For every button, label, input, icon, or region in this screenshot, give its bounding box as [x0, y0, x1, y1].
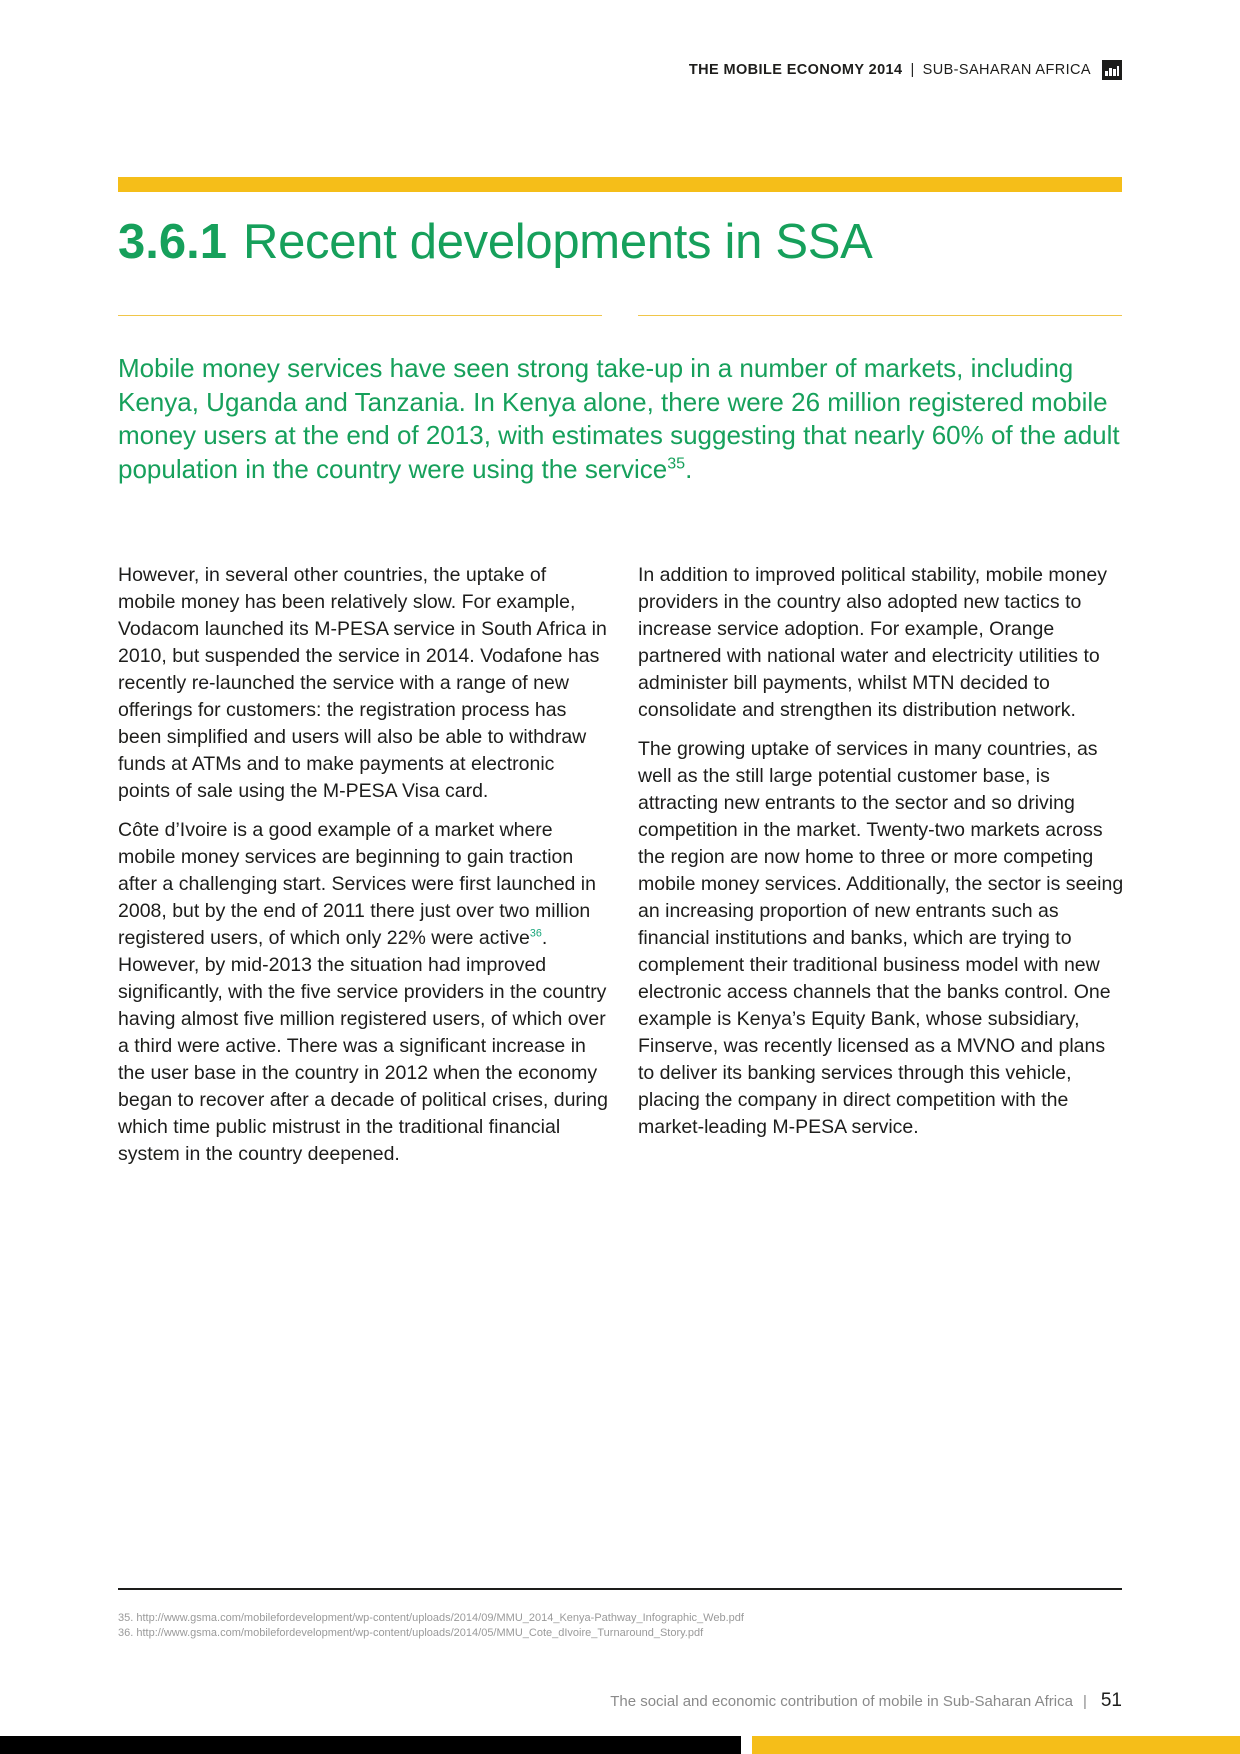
- footnote-ref-36[interactable]: 36: [529, 927, 542, 940]
- right-column: [638, 562, 1124, 1153]
- left-paragraph-2: [118, 817, 608, 1168]
- intro-paragraph: [118, 352, 1122, 486]
- right-paragraph-1: In addition to improved political stability, mobile money providers in the country also adopted new tactics to increase service adoption. For example, Orange partnered with national water and electricity utilities to administer bill payments, whilst MTN decided to consolidate and strengthen its distribution network.: [638, 564, 1107, 721]
- intro-end: .: [685, 453, 693, 484]
- footer-separator: |: [1082, 1692, 1087, 1710]
- footnote-divider: [118, 1588, 1122, 1590]
- left-column: [118, 562, 608, 1180]
- bar-chart-icon: [1102, 60, 1122, 80]
- left-paragraph-1: However, in several other countries, the uptake of mobile money has been relatively slow. For example, Vodacom launched its M-PESA service in South Africa in 2010, but suspended the service in 2014. Vodafone has recently re-launched the service with a range of new offerings for customers: the registration process has been simplified and users will also be able to withdraw funds at ATMs and to make payments at electronic points of sale using the M-PESA Visa card.: [118, 564, 607, 802]
- right-paragraph-2: The growing uptake of services in many countries, as well as the still large potential customer base, is attracting new entrants to the sector and so driving competition in the market. Twenty-two markets across the region are now home to three or more competing mobile money services. Additionally, the sector is seeing an increasing proportion of new entrants such as financial institutions and banks, which are trying to complement their traditional business model with new electronic access channels that the banks control. One example is Kenya’s Equity Bank, whose subsidiary, Finserve, was recently licensed as a MVNO and plans to deliver its banking services through this vehicle, placing the company in direct competition with the market-leading M-PESA service.: [638, 738, 1124, 1138]
- page-footer: [610, 1690, 1122, 1712]
- section-top-bar: [118, 177, 1122, 192]
- left-paragraph-2-part-a: Côte d’Ivoire is a good example of a market where mobile money services are beginning to gain traction after a challenging start. Services were first launched in 2008, but by the end of 2011 there just over two million registered users, of which only 22% were active: [118, 819, 596, 949]
- divider-right: [638, 315, 1122, 316]
- left-paragraph-2-part-b: . However, by mid-2013 the situation had improved significantly, with the five service providers in the country having almost five million registered users, of which over a third were active. There was a significant increase in the user base in the country in 2012 when the economy began to recover after a decade of political crises, during which time public mistrust in the traditional financial system in the country deepened.: [118, 927, 608, 1165]
- footnotes: [118, 1611, 1122, 1641]
- divider-left: [118, 315, 602, 316]
- bottom-bar-black: [0, 1736, 741, 1754]
- footer-text: The social and economic contribution of mobile in Sub-Saharan Africa: [610, 1692, 1073, 1710]
- section-heading: [118, 206, 1122, 278]
- intro-text: Mobile money services have seen strong take-up in a number of markets, including Kenya, Uganda and Tanzania. In Kenya alone, there were 26 million registered mobile money users at the end of 2013, with estimates suggesting that nearly 60% of the adult population in the country were using the service: [118, 353, 1120, 484]
- section-number: 3.6.1: [118, 215, 227, 269]
- region-label: SUB-SAHARAN AFRICA: [922, 62, 1091, 78]
- header-separator: |: [910, 62, 915, 78]
- publication-title: THE MOBILE ECONOMY 2014: [688, 62, 903, 78]
- footnote-36[interactable]: 36. http://www.gsma.com/mobilefordevelopment/wp-content/uploads/2014/05/MMU_Cote_dIvoire_Turnaround_Story.pdf: [118, 1627, 704, 1639]
- bottom-bar-yellow: [752, 1736, 1240, 1754]
- footnote-ref-35[interactable]: 35: [667, 453, 686, 472]
- section-title: Recent developments in SSA: [242, 215, 873, 269]
- page-number: 51: [1100, 1690, 1122, 1711]
- page-header: [689, 60, 1122, 80]
- footnote-35[interactable]: 35. http://www.gsma.com/mobilefordevelopment/wp-content/uploads/2014/09/MMU_2014_Kenya-Pathway_Infographic_Web.pdf: [118, 1612, 744, 1624]
